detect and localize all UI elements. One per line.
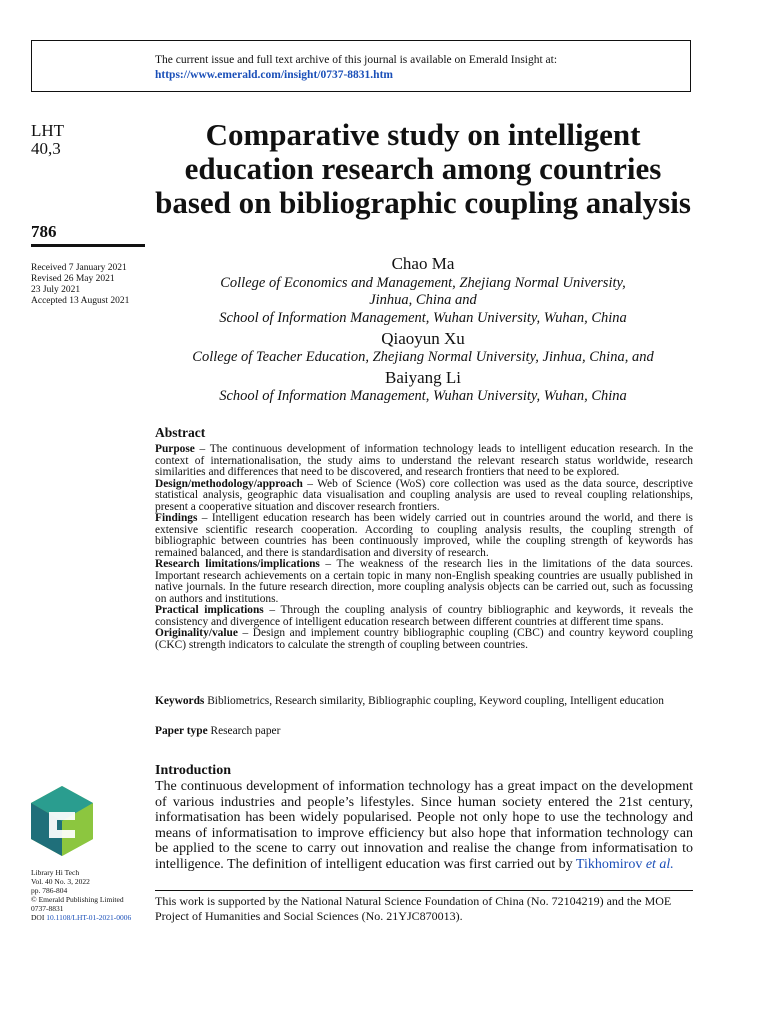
- page-number: 786: [31, 222, 57, 241]
- publication-journal: Library Hi Tech: [31, 868, 80, 877]
- doi-link[interactable]: 10.1108/LHT-01-2021-0006: [46, 913, 132, 922]
- header-availability-text: The current issue and full text archive of this journal is available on Emerald Insight at:: [155, 54, 558, 66]
- author-affiliation: School of Information Management, Wuhan University, Wuhan, China: [219, 388, 627, 404]
- abstract-text: – The weakness of the research lies in the limitations of the data sources. Important research achievements on a certain topic in many non-English speaking countries are usually published in native journals. In the future research direction, more coupling analysis objects can be carried out, such as focussing on authors and institutions.: [155, 558, 693, 605]
- abstract-purpose: [155, 444, 693, 479]
- citation-etal[interactable]: et al.: [645, 856, 674, 872]
- introduction-heading: Introduction: [155, 763, 231, 778]
- revised-date: Revised 26 May 2021: [31, 274, 115, 284]
- paper-type-label: Paper type: [155, 725, 208, 737]
- abstract-label: Design/methodology/approach: [155, 477, 303, 490]
- author-affiliation: School of Information Management, Wuhan University, Wuhan, China: [219, 310, 627, 326]
- keywords-label: Keywords: [155, 695, 205, 707]
- paper-type-text: Research paper: [207, 725, 281, 737]
- publication-doi: [31, 913, 131, 922]
- abstract-body: [155, 444, 693, 651]
- abstract-text: – Design and implement country bibliographic coupling (CBC) and country keyword coupling (CKC) strength indicators to calculate the strength of coupling between countries.: [155, 627, 693, 651]
- paper-type: [155, 724, 693, 738]
- citation-author[interactable]: Tikhomirov: [575, 856, 643, 872]
- publication-volume: Vol. 40 No. 3, 2022: [31, 877, 90, 886]
- abstract-limitations: [155, 559, 693, 605]
- abstract-text: – Intelligent education research has been widely carried out in countries around the world, and there is extensive scientific research cooperation. According to coupling analysis results, the coupling strength of bibliographic between countries has been continuously improved, while the coupling strength of keywords has remained balanced, and there is standardisation and diversity of research.: [155, 512, 693, 559]
- publication-copyright: © Emerald Publishing Limited: [31, 895, 124, 904]
- abstract-text: – Web of Science (WoS) core collection was used as the data source, descriptive statistical analysis, geographic data visualisation and coupling analysis are used to reveal coupling relationships, present a cooperative situation and discover research frontiers.: [155, 477, 693, 513]
- abstract-findings: [155, 513, 693, 559]
- introduction-text: The continuous development of information technology has a great impact on the development of various industries and people’s lifestyles. Since human society entered the 21st century, informatisation has been widely popularised. People not only hope to use the technology and means of informatisation to improve efficiency but also hope that information technology can be applied to the scene to carry out innovation and realise the change from informatisation to intelligence. The definition of intelligent education was first carried out by: [155, 779, 693, 872]
- header-box: [31, 40, 691, 92]
- revised-date-2: 23 July 2021: [31, 285, 81, 295]
- publication-issn: 0737-8831: [31, 904, 64, 913]
- author-affiliation: College of Teacher Education, Zhejiang Normal University, Jinhua, China, and: [192, 349, 654, 365]
- citation-link[interactable]: [576, 857, 674, 872]
- abstract-label: Practical implications: [155, 604, 264, 616]
- emerald-logo-icon: [31, 786, 93, 856]
- author-affiliation: College of Economics and Management, Zhejiang Normal University,: [220, 275, 626, 291]
- author-name: Chao Ma: [391, 254, 455, 273]
- page-number-rule: [31, 244, 145, 247]
- abstract-practical: [155, 605, 693, 628]
- abstract-label: Purpose: [155, 443, 195, 455]
- abstract-label: Findings: [155, 512, 198, 524]
- doi-label: DOI: [31, 913, 45, 922]
- author-name: Qiaoyun Xu: [381, 329, 465, 348]
- author-name: Baiyang Li: [384, 368, 461, 387]
- keywords-text: Bibliometrics, Research similarity, Bibliographic coupling, Keyword coupling, Intelligent education: [204, 695, 664, 707]
- introduction-body: [155, 779, 693, 873]
- abstract-text: – The continuous development of information technology leads to intelligent education research. In the context of internationalisation, the study aims to understand the relevant research status worldwide, research similarities and differences that need to be discovered, and research frontiers that need to be explored.: [155, 443, 693, 478]
- publication-pages: pp. 786-804: [31, 886, 68, 895]
- abstract-text: – Through the coupling analysis of country bibliographic and keywords, it reveals the consistency and divergence of intelligent education research between different countries at different time spans.: [155, 604, 693, 628]
- accepted-date: Accepted 13 August 2021: [31, 296, 130, 306]
- funding-footnote: This work is supported by the National Natural Science Foundation of China (No. 72104219) and the MOE Project of Humanities and Social Sciences (No. 21YJC870013).: [155, 894, 672, 923]
- article-title: Comparative study on intelligent education research among countries based on bibliographic coupling analysis: [155, 117, 691, 220]
- abstract-originality: [155, 628, 693, 651]
- journal-abbreviation: LHT: [31, 121, 65, 140]
- author-affiliation: Jinhua, China and: [369, 292, 477, 308]
- journal-url-link[interactable]: https://www.emerald.com/insight/0737-8831.htm: [155, 69, 393, 81]
- abstract-design: [155, 479, 693, 514]
- received-date: Received 7 January 2021: [31, 263, 127, 273]
- keywords: [155, 694, 693, 708]
- footnote-rule: [155, 890, 693, 891]
- journal-volume: 40,3: [31, 139, 61, 158]
- abstract-heading: Abstract: [155, 425, 206, 440]
- abstract-label: Originality/value: [155, 627, 238, 639]
- abstract-label: Research limitations/implications: [155, 558, 320, 570]
